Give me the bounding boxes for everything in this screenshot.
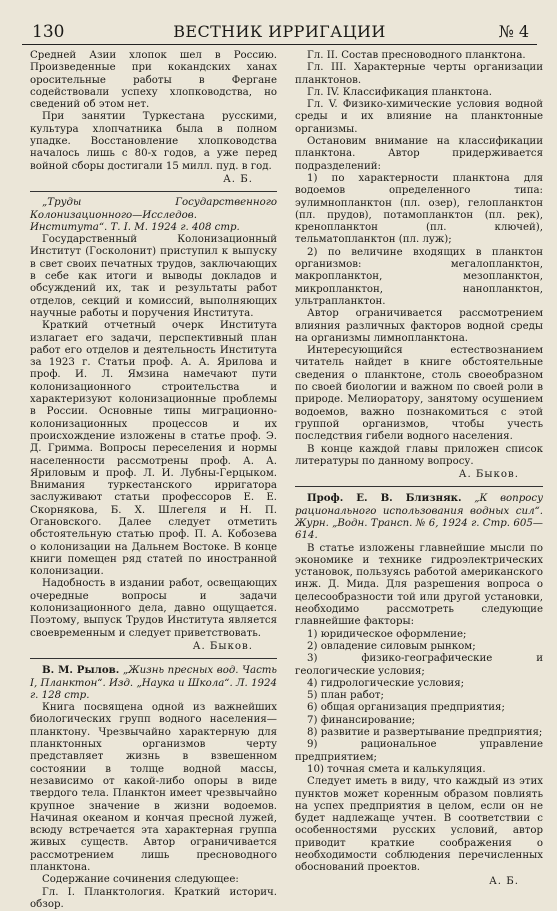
paragraph: Средней Азии хлопок шел в Россию. Произведенные при кокандских ханах оросительные работы в Фергане содействовали успеху хлопководства, но сведений об этом нет. xyxy=(30,50,277,111)
paragraph: Интересующийся естествознанием читатель найдет в книге обстоятельные сведения о планктоне, столь своеобразном по своей биологии и важном по своей роли в природе. Мелиоратору, занятому осушением водоемов, важно познакомиться с этой группой организмов, чтобы учесть последствия гибели водного населения. xyxy=(295,345,543,443)
bib-author: Проф. Е. В. Близняк. xyxy=(307,492,462,505)
right-column xyxy=(295,50,543,896)
divider xyxy=(30,658,277,659)
review-signature: А. Б. xyxy=(223,173,253,185)
left-column xyxy=(30,50,277,910)
list-item: 5) план работ; xyxy=(307,690,384,702)
list-item: 2) овладение силовым рынком; xyxy=(307,640,476,652)
list-item: 10) точная смета и калькуляция. xyxy=(307,763,486,775)
paragraph: Надобность в издании работ, освещающих очередные вопросы и задачи колонизационного дела, давно ощущается. Поэтому, выпуск Трудов Института является своевременным и следует приветствовать. xyxy=(30,578,277,639)
page-header xyxy=(22,18,537,45)
journal-title: ВЕСТНИК ИРРИГАЦИИ xyxy=(173,22,386,41)
list-item: 9) рациональное управление предприятием; xyxy=(295,739,543,763)
paragraph: При занятии Туркестана русскими, культура хлопчатника была в полном упадке. Восстановление хлопководства началось лишь с 80-х годов, а уже перед войной сборы достигали 15 милл. пуд. в год. xyxy=(30,111,277,172)
paragraph: Краткий отчетный очерк Института излагает его задачи, перспективный план работ его отделов и деятельность Института за 1923 г. Статьи проф. А. А. Ярилова и проф. И. Л. Ямзина намечают пути колонизационного строительства и характеризуют колонизационные проблемы в России. Основные типы миграционно-колонизационных процессов и их происхождение изложены в статье проф. Э. Д. Гримма. Вопросы переселения и нормы населенности рассмотрены проф. А. А. Яриловым и проф. Л. И. Лубны-Герцыком. Внимания туркестанского ирригатора заслуживают статьи профессоров Е. Е. Скорнякова, Б. Х. Шлегеля и Н. П. Огановского. Далее следует отметить обстоятельную статью проф. П. А. Кобозева о колонизации на Дальнем Востоке. В конце книги помещен ряд статей по иностранной колонизации. xyxy=(30,320,277,578)
list-item: 1) юридическое оформление; xyxy=(307,628,467,640)
list-item: 3) физико-географические и геологические условия; xyxy=(295,653,543,677)
bib-author: В. М. Рылов. xyxy=(42,664,120,677)
bib-title: „Жизнь пресных вод. Часть I, Планктон“. Изд. „Наука и Школа“. Л. 1924 г. 128 стр. xyxy=(30,665,277,701)
divider xyxy=(295,486,543,487)
review-signature: А. Быков. xyxy=(458,469,519,481)
list-item: 8) развитие и развертывание предприятия; xyxy=(307,727,543,739)
issue-number: № 4 xyxy=(498,22,529,41)
bibliographic-entry xyxy=(295,492,543,542)
chapter-line: Гл. II. Состав пресноводного планктона. xyxy=(307,50,526,61)
paragraph: Книга посвящена одной из важнейших биологических групп водного населения—планктону. Чрезвычайно характерную для планктонных организмов черту представляет жизнь в взвешенном состоянии в толще водной массы, независимо от какой-либо опоры в виде твердого тела. Планктон имеет чрезвычайно крупное значение в жизни водоемов. Начиная океаном и кончая пресной лужей, всюду встречается эта характерная группа живых существ. Автор ограничивается рассмотрением лишь пресноводного планктона. xyxy=(30,702,277,873)
chapter-line: Гл. V. Физико-химические условия водной среды и их влияние на планктонные организмы. xyxy=(295,99,543,135)
list-item: 4) гидрологические условия; xyxy=(307,677,465,689)
paragraph: Остановим внимание на классификации планктона. Автор придерживается подразделений: xyxy=(295,136,543,172)
paragraph: Содержание сочинения следующее: xyxy=(42,874,239,886)
paragraph: 1) по характерности планктона для водоемов определенного типа: эулимнопланктон (пл. озер), гелопланктон (пл. прудов), потамопланктон (пл. рек), кренопланктон (пл. ключей), тельматопланктон (пл. луж); xyxy=(295,172,543,246)
bibliographic-entry: „Труды Государственного Колонизационного—Исследов. Института“. Т. I. М. 1924 г. 408 стр. xyxy=(30,197,277,233)
bib-title: „К вопросу рационального использования водных сил“. Журн. „Водн. Трансп. № 6, 1924 г. Стр. 605—614. xyxy=(295,493,543,542)
paragraph: Автор ограничивается рассмотрением влияния различных факторов водной среды на организмы лимнопланктона. xyxy=(295,308,543,344)
chapter-line: Гл. III. Характерные черты организации планктонов. xyxy=(295,62,543,86)
list-item: 7) финансирование; xyxy=(307,714,416,726)
paragraph: Государственный Колонизационный Институт (Госколонит) приступил к выпуску в свет своих печатных трудов, заключающих в себе как итоги и выводы докладов и обсуждений их, так и результаты работ отделов, секций и комиссий, выполняющих научные работы и поручения Института. xyxy=(30,234,277,319)
paragraph: В статье изложены главнейшие мысли по экономике и технике гидроэлектрических установок, пользуясь работой американского инж. Д. Мида. Для разрешения вопроса о целесообразности той или другой установки, необходимо рассмотреть следующие главнейшие факторы: xyxy=(295,542,543,628)
review-signature: А. Быков. xyxy=(192,640,253,652)
list-item: 6) общая организация предприятия; xyxy=(307,702,505,714)
review-signature: А. Б. xyxy=(489,875,519,887)
paragraph: Следует иметь в виду, что каждый из этих пунктов может коренным образом повлиять на успех предприятия в целом, если он не будет надлежаще учтен. В соответствии с особенностями русских условий, автор приводит краткие соображения о необходимости соблюдения перечисленных обоснований проектов. xyxy=(295,776,543,874)
paragraph: Гл. I. Планктология. Краткий историч. обзор. xyxy=(30,886,277,910)
paragraph: В конце каждой главы приложен список литературы по данному вопросу. xyxy=(295,443,543,467)
bibliographic-entry xyxy=(30,664,277,702)
chapter-line: Гл. IV. Классификация планктона. xyxy=(307,86,492,98)
divider xyxy=(30,191,277,192)
page-number: 130 xyxy=(32,22,65,42)
paragraph: 2) по величине входящих в планктон организмов: мегалопланктон, макропланктон, мезопланктон, микропланктон, нанопланктон, ультрапланктон. xyxy=(295,246,543,307)
